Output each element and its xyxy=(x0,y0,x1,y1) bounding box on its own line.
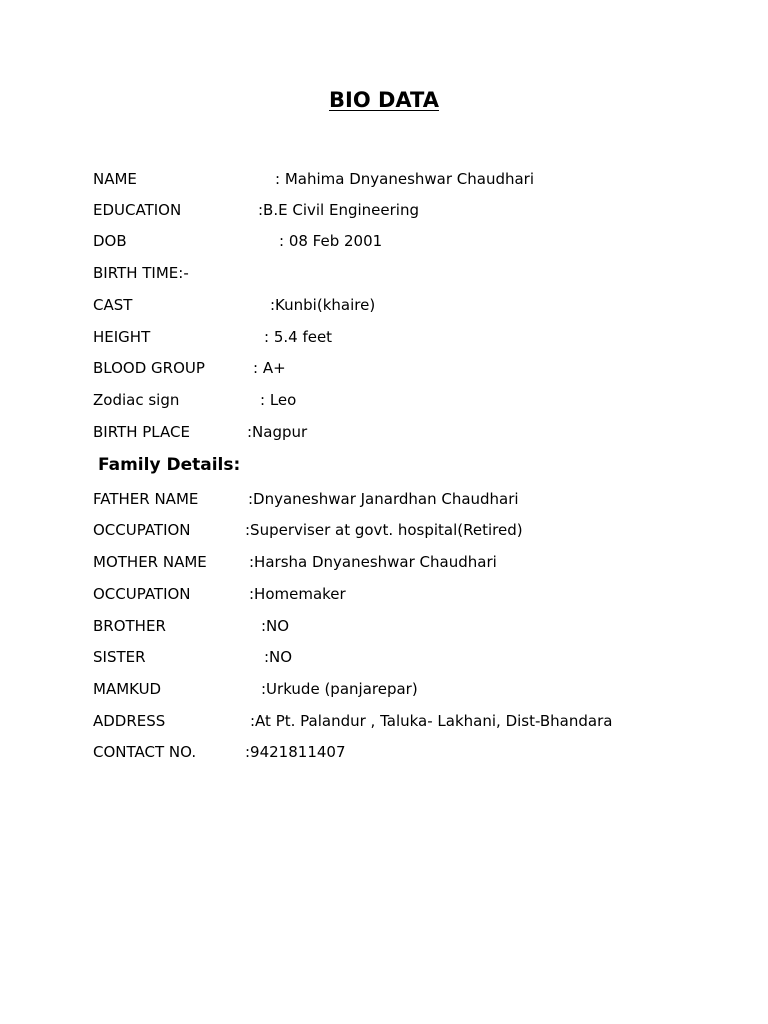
field-value: : Leo xyxy=(260,391,297,409)
field-value: : 5.4 feet xyxy=(264,328,333,346)
family-details-heading: Family Details: xyxy=(98,455,241,475)
field-label: BLOOD GROUP xyxy=(93,359,205,377)
field-value: :B.E Civil Engineering xyxy=(258,201,419,219)
field-label: SISTER xyxy=(93,648,146,666)
field-value: :Dnyaneshwar Janardhan Chaudhari xyxy=(248,490,519,508)
field-label: DOB xyxy=(93,232,127,250)
field-label: BIRTH TIME:- xyxy=(93,264,189,282)
field-value: : A+ xyxy=(253,359,286,377)
field-value: :Kunbi(khaire) xyxy=(270,296,376,314)
field-label: CONTACT NO. xyxy=(93,743,197,761)
field-label: EDUCATION xyxy=(93,201,182,219)
document-title-text: BIO DATA xyxy=(329,88,439,112)
field-value: :NO xyxy=(264,648,293,666)
field-value: :Harsha Dnyaneshwar Chaudhari xyxy=(249,553,497,571)
field-label: FATHER NAME xyxy=(93,490,199,508)
field-value: :At Pt. Palandur , Taluka- Lakhani, Dist-Bhandara xyxy=(250,712,613,730)
field-label: MOTHER NAME xyxy=(93,553,207,571)
field-label: BROTHER xyxy=(93,617,166,635)
document-title xyxy=(0,86,768,114)
field-label: ADDRESS xyxy=(93,712,166,730)
field-label: CAST xyxy=(93,296,133,314)
field-label: BIRTH PLACE xyxy=(93,423,190,441)
field-value: :Urkude (panjarepar) xyxy=(261,680,418,698)
field-label: HEIGHT xyxy=(93,328,151,346)
field-value: :NO xyxy=(261,617,290,635)
field-value: : 08 Feb 2001 xyxy=(279,232,383,250)
field-label: Zodiac sign xyxy=(93,391,180,409)
field-value: :9421811407 xyxy=(245,743,346,761)
field-label: OCCUPATION xyxy=(93,585,191,603)
field-label: MAMKUD xyxy=(93,680,162,698)
field-label: NAME xyxy=(93,170,137,188)
field-value: :Homemaker xyxy=(249,585,346,603)
field-label: OCCUPATION xyxy=(93,521,191,539)
field-value: :Nagpur xyxy=(247,423,308,441)
field-value: : Mahima Dnyaneshwar Chaudhari xyxy=(275,170,535,188)
field-value: :Superviser at govt. hospital(Retired) xyxy=(245,521,523,539)
